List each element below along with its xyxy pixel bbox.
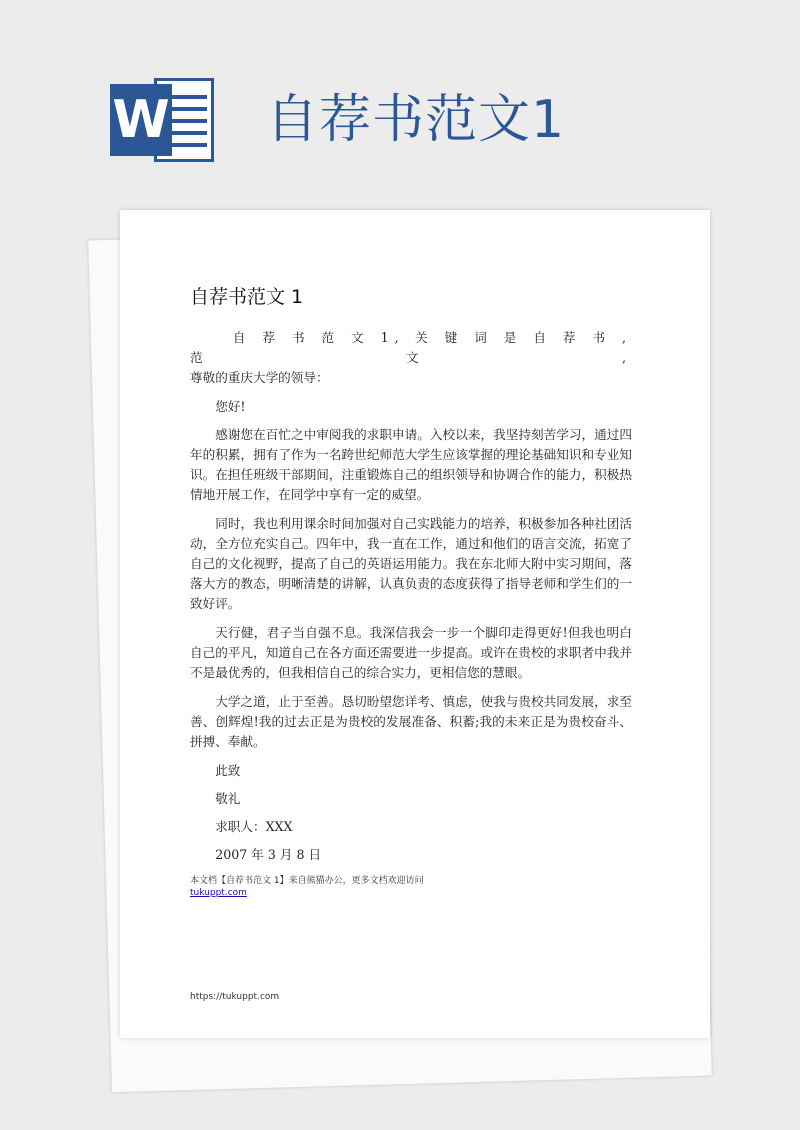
paragraph-1: 感谢您在百忙之中审阅我的求职申请。入校以来，我坚持刻苦学习，通过四年的积累，拥有了作为一名跨世纪师范大学生应该掌握的理论基础知识和专业知识。在担任班级干部期间，注重锻炼自己的组织领导和协调合作的能力，积极热情地开展工作，在同学中享有一定的威望。	[190, 427, 632, 502]
header	[0, 0, 800, 200]
word-icon-letter: W	[110, 84, 172, 156]
source-link[interactable]: tukuppt.com	[190, 888, 247, 898]
document-body	[190, 328, 632, 899]
closing-2: 敬礼	[215, 791, 241, 806]
applicant-line: 求职人：XXX	[215, 819, 293, 834]
closing-1: 此致	[215, 763, 241, 778]
address-line: 尊敬的重庆大学的领导：	[190, 370, 329, 385]
word-document-icon	[110, 78, 214, 162]
page-footer-url: https://tukuppt.com	[190, 992, 280, 1002]
date-line: 2007 年 3 月 8 日	[215, 847, 322, 862]
source-note: 本文档【自荐书范文 1】来自熊猫办公，更多文档欢迎访问	[190, 876, 424, 886]
paragraph-4: 大学之道，止于至善。恳切盼望您详考、慎虑，使我与贵校共同发展，求至善、创辉煌!我的过去正是为贵校的发展准备、积蓄;我的未来正是为贵校奋斗、拼搏、奉献。	[190, 694, 632, 749]
intro-line: 自 荐 书 范 文 1, 关 键 词 是 自 荐 书 , 范 文 ,	[190, 330, 632, 365]
paragraph-2: 同时，我也利用课余时间加强对自己实践能力的培养，积极参加各种社团活动，全方位充实自己。四年中，我一直在工作，通过和他们的语言交流，拓宽了自己的文化视野，提高了自己的英语运用能力。我在东北师大附中实习期间，落落大方的教态，明晰清楚的讲解，认真负责的态度获得了指导老师和学生们的一致好评。	[190, 516, 632, 611]
document-title: 自荐书范文 1	[190, 286, 304, 308]
document-page	[120, 210, 710, 1038]
header-title: 自荐书范文1	[266, 90, 566, 150]
paragraph-3: 天行健，君子当自强不息。我深信我会一步一个脚印走得更好!但我也明白自己的平凡，知道自己在各方面还需要进一步提高。或许在贵校的求职者中我并不是最优秀的，但我相信自己的综合实力，更相信您的慧眼。	[190, 625, 632, 680]
greeting: 您好!	[215, 399, 246, 414]
